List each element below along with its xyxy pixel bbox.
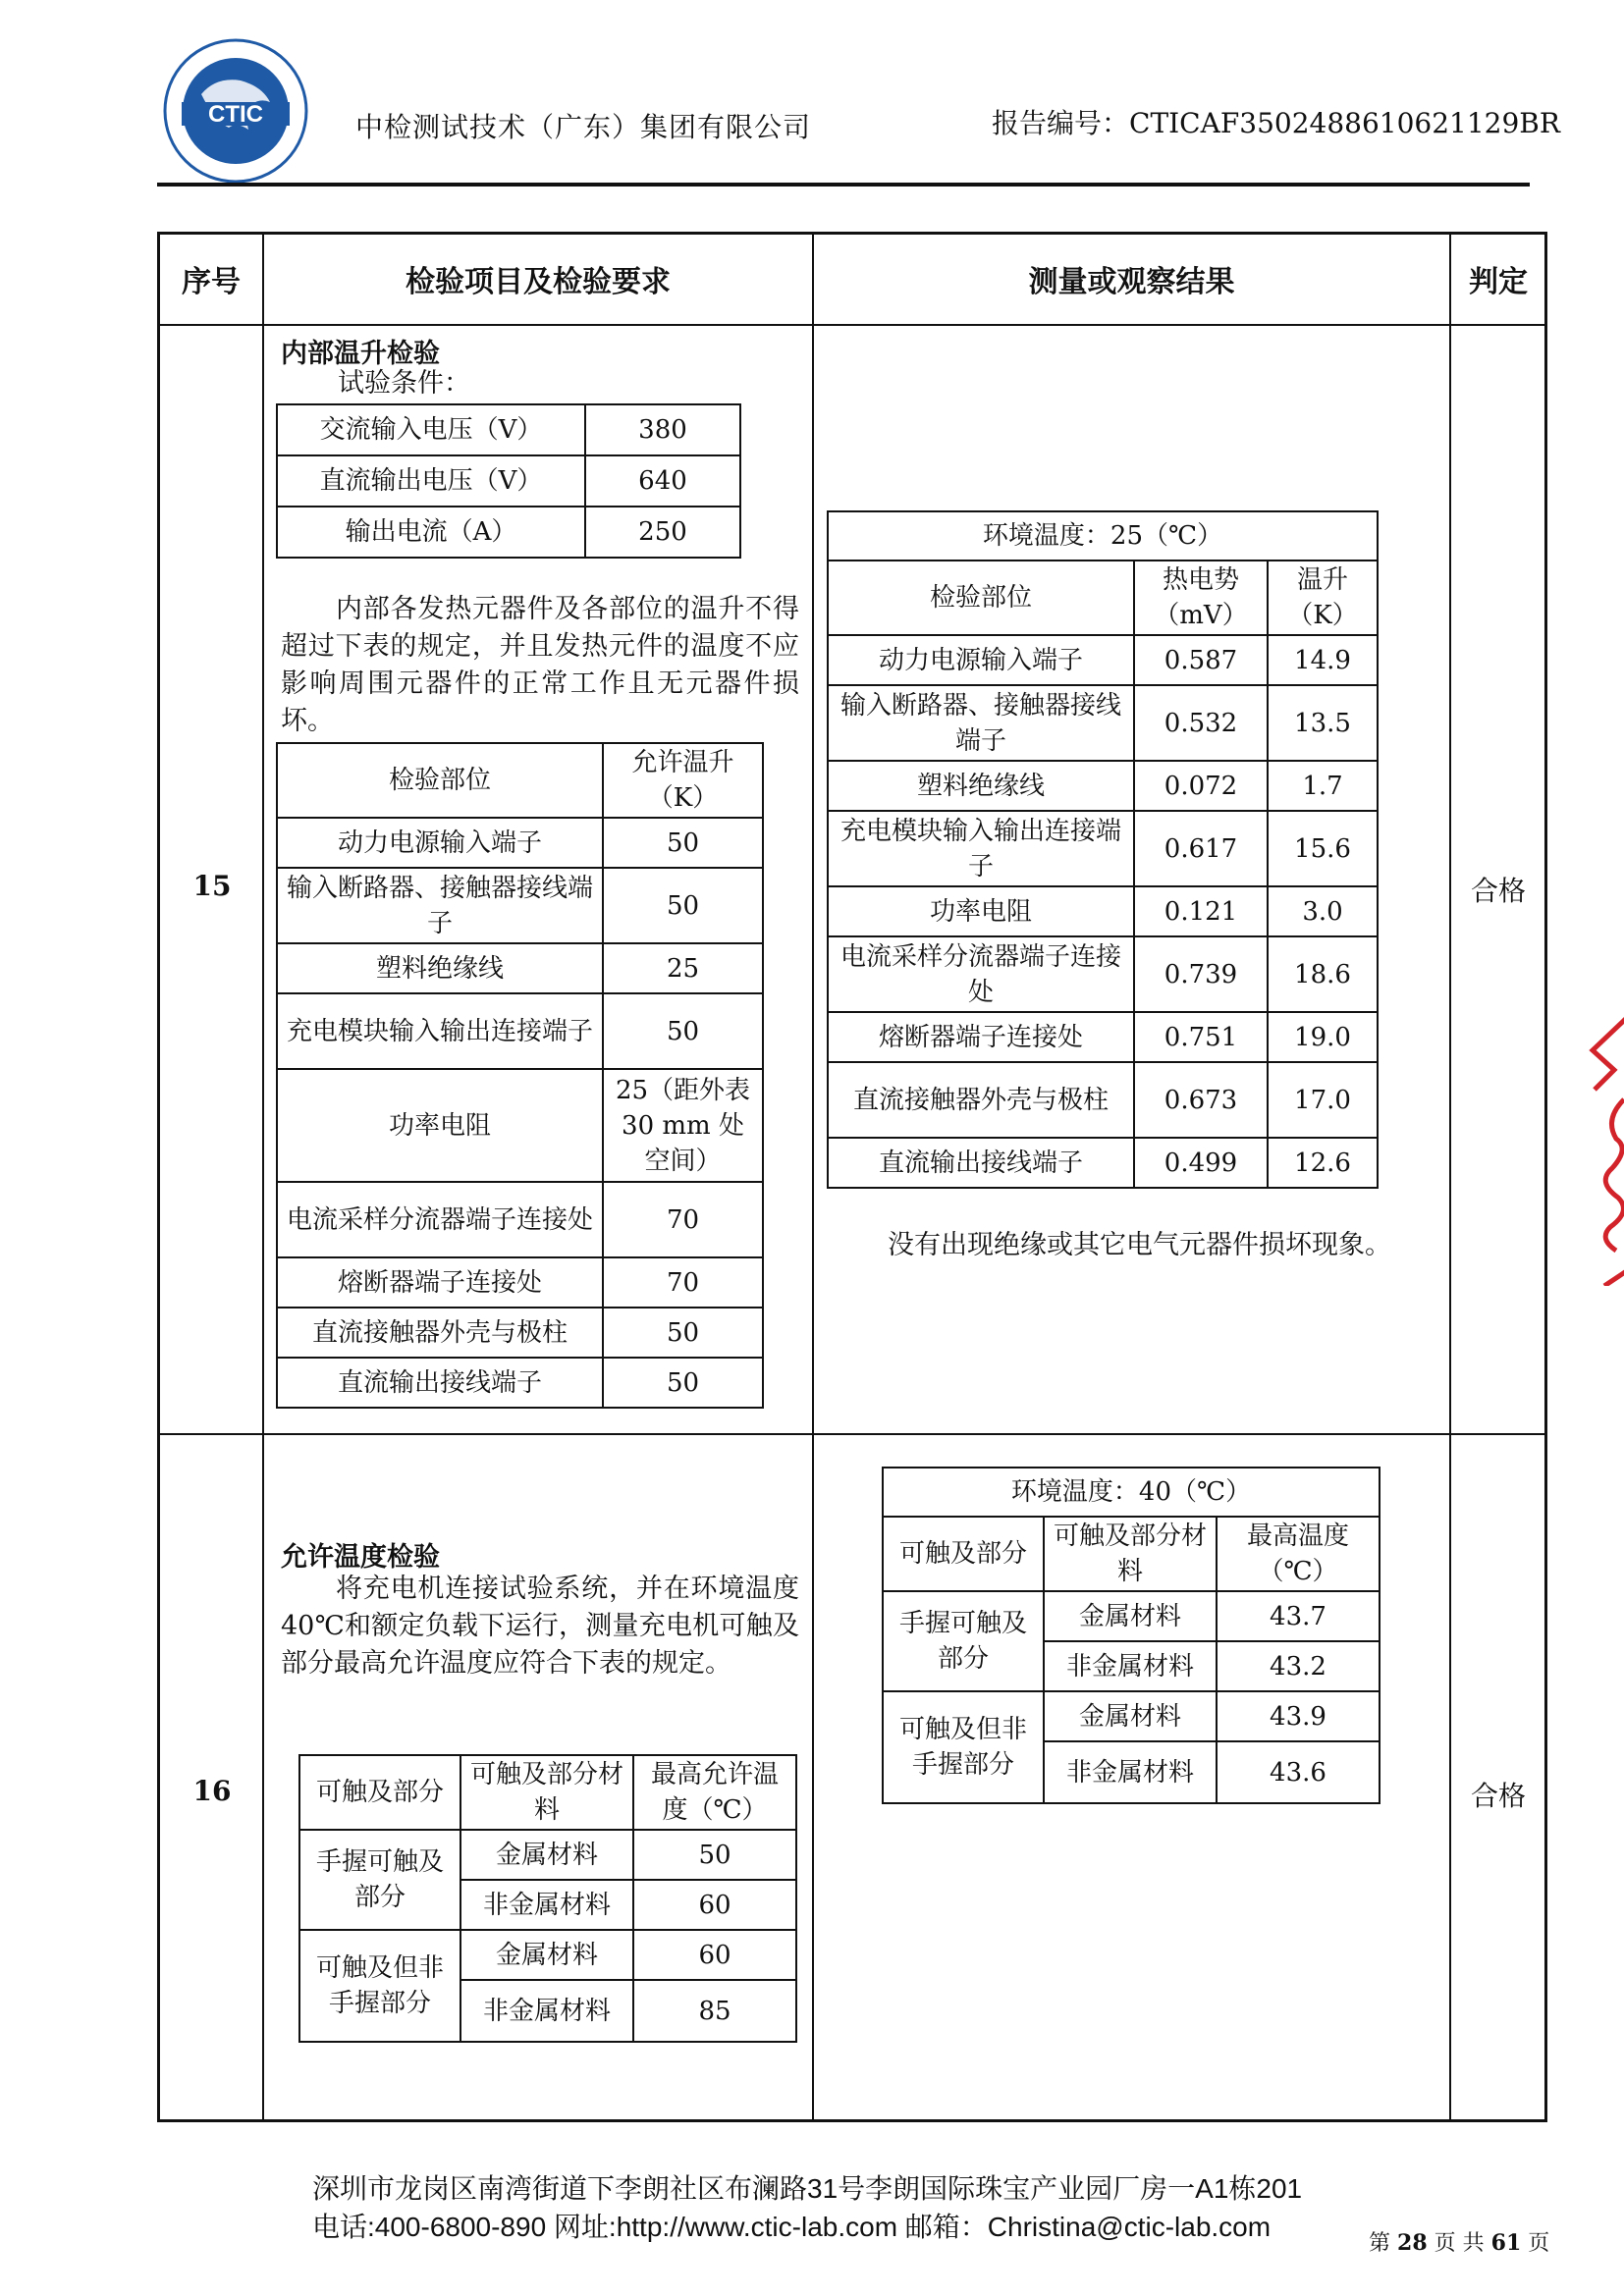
limit-part: 直流接触器外壳与极柱 [277,1308,603,1358]
limit-allow: 50 [603,818,763,868]
limit-allow: 50 [603,868,763,943]
result-rise: 17.0 [1268,1062,1378,1138]
row16-seq: 16 [192,1775,232,1807]
grid-line [1449,232,1451,2122]
cond-name: 直流输出电压（V） [277,455,585,507]
result-part: 直流输出接线端子 [828,1138,1134,1188]
limit16-material: 非金属材料 [460,1880,633,1930]
footer-contact: 电话:400-6800-890 网址:http://www.ctic-lab.com 邮箱：Christina@ctic-lab.com [312,2212,1272,2242]
col-header-seq: 序号 [182,265,241,299]
limit-part: 电流采样分流器端子连接处 [277,1182,603,1257]
cond-value: 250 [585,507,740,558]
result-part: 充电模块输入输出连接端子 [828,811,1134,886]
result-emf: 0.121 [1134,886,1268,936]
row16-title: 允许温度检验 [281,1542,440,1573]
cond-name: 交流输入电压（V） [277,404,585,455]
results-header-rise: 温升（K） [1268,561,1378,635]
limit-part: 塑料绝缘线 [277,943,603,993]
row15-title: 内部温升检验 [281,339,440,369]
row15-conditions-label: 试验条件： [338,368,470,399]
result-emf: 0.499 [1134,1138,1268,1188]
result16-material: 金属材料 [1044,1591,1217,1641]
row15-conditions-table [276,403,741,559]
row15-requirement: 内部各发热元器件及各部位的温升不得超过下表的规定，并且发热元件的温度不应影响周围元器件的正常工作且无元器件损坏。 [281,594,799,736]
result-rise: 14.9 [1268,635,1378,685]
limit16-material: 金属材料 [460,1830,633,1880]
result-emf: 0.072 [1134,761,1268,811]
company-name: 中检测试技术（广东）集团有限公司 [355,111,812,143]
grid-line [157,1433,1547,1435]
row16-results-table [882,1467,1380,1804]
limit16-material: 非金属材料 [460,1980,633,2042]
limits16-header-group: 可触及部分 [299,1755,460,1830]
limit-part: 输入断路器、接触器接线端子 [277,868,603,943]
limit-part: 充电模块输入输出连接端子 [277,993,603,1069]
results-ambient: 环境温度：25（℃） [828,511,1378,561]
result-rise: 15.6 [1268,811,1378,886]
result16-material: 非金属材料 [1044,1641,1217,1691]
result-emf: 0.587 [1134,635,1268,685]
results16-header-max: 最高温度（℃） [1217,1517,1380,1591]
result-rise: 3.0 [1268,886,1378,936]
row15-limits-table [276,742,764,1409]
result-part: 动力电源输入端子 [828,635,1134,685]
result-part: 功率电阻 [828,886,1134,936]
result16-max: 43.9 [1217,1691,1380,1741]
results16-ambient: 环境温度：40（℃） [883,1468,1380,1517]
grid-line [812,232,814,2122]
result16-material: 非金属材料 [1044,1741,1217,1803]
result-rise: 18.6 [1268,936,1378,1012]
result-emf: 0.617 [1134,811,1268,886]
result16-max: 43.7 [1217,1591,1380,1641]
row15-result-note: 没有出现绝缘或其它电气元器件损坏现象。 [888,1230,1391,1260]
limits-header-allow: 允许温升（K） [603,743,763,818]
results16-group-b: 可触及但非手握部分 [883,1691,1044,1803]
result-emf: 0.532 [1134,685,1268,761]
limit-allow: 70 [603,1182,763,1257]
limits16-header-max: 最高允许温度（℃） [633,1755,796,1830]
col-header-result: 测量或观察结果 [1028,265,1235,299]
limit-allow: 50 [603,1308,763,1358]
result-rise: 1.7 [1268,761,1378,811]
limit-part: 直流输出接线端子 [277,1358,603,1408]
limit-part: 功率电阻 [277,1069,603,1182]
row16-verdict: 合格 [1470,1780,1526,1812]
result-part: 熔断器端子连接处 [828,1012,1134,1062]
result-rise: 13.5 [1268,685,1378,761]
limit-allow: 70 [603,1257,763,1308]
cond-value: 380 [585,404,740,455]
limit-allow: 50 [603,993,763,1069]
cond-name: 输出电流（A） [277,507,585,558]
result16-max: 43.6 [1217,1741,1380,1803]
limit-part: 动力电源输入端子 [277,818,603,868]
row15-results-table [827,510,1379,1189]
col-header-item: 检验项目及检验要求 [406,265,671,299]
svg-text:CTIC: CTIC [208,101,263,128]
header-rule [157,183,1530,187]
result-emf: 0.673 [1134,1062,1268,1138]
limit16-max: 85 [633,1980,796,2042]
limit16-material: 金属材料 [460,1930,633,1980]
limit16-max: 60 [633,1880,796,1930]
grid-line [262,232,264,2122]
limit-allow: 25 [603,943,763,993]
report-number: 报告编号：CTICAF3502488610621129BR [992,107,1560,139]
limit-part: 熔断器端子连接处 [277,1257,603,1308]
result-part: 输入断路器、接触器接线端子 [828,685,1134,761]
cond-value: 640 [585,455,740,507]
footer-address: 深圳市龙岗区南湾街道下李朗社区布澜路31号李朗国际珠宝产业园厂房一A1栋201 [312,2173,1303,2204]
result-rise: 19.0 [1268,1012,1378,1062]
page-indicator: 第 28 页 共 61 页 [1369,2230,1550,2256]
ctic-logo [162,37,309,185]
result16-max: 43.2 [1217,1641,1380,1691]
results16-group-a: 手握可触及部分 [883,1591,1044,1691]
results-header-emf: 热电势（mV） [1134,561,1268,635]
result-emf: 0.751 [1134,1012,1268,1062]
row16-limits-table [298,1754,797,2043]
limits16-group-a: 手握可触及部分 [299,1830,460,1930]
result-part: 直流接触器外壳与极柱 [828,1062,1134,1138]
results-header-part: 检验部位 [828,561,1134,635]
limits-header-part: 检验部位 [277,743,603,818]
results16-header-group: 可触及部分 [883,1517,1044,1591]
result-emf: 0.739 [1134,936,1268,1012]
limit-allow: 25（距外表30 mm 处空间） [603,1069,763,1182]
row15-seq: 15 [192,870,232,902]
limits16-header-material: 可触及部分材料 [460,1755,633,1830]
seal-stamp-partial [1585,1011,1624,1286]
limits16-group-b: 可触及但非手握部分 [299,1930,460,2042]
result-part: 电流采样分流器端子连接处 [828,936,1134,1012]
col-header-verdict: 判定 [1469,265,1528,299]
row16-requirement: 将充电机连接试验系统，并在环境温度40℃和额定负载下运行，测量充电机可触及部分最高允许温度应符合下表的规定。 [281,1574,799,1679]
limit16-max: 50 [633,1830,796,1880]
result-part: 塑料绝缘线 [828,761,1134,811]
limit-allow: 50 [603,1358,763,1408]
result-rise: 12.6 [1268,1138,1378,1188]
limit16-max: 60 [633,1930,796,1980]
results16-header-material: 可触及部分材料 [1044,1517,1217,1591]
row15-verdict: 合格 [1470,875,1526,907]
result16-material: 金属材料 [1044,1691,1217,1741]
